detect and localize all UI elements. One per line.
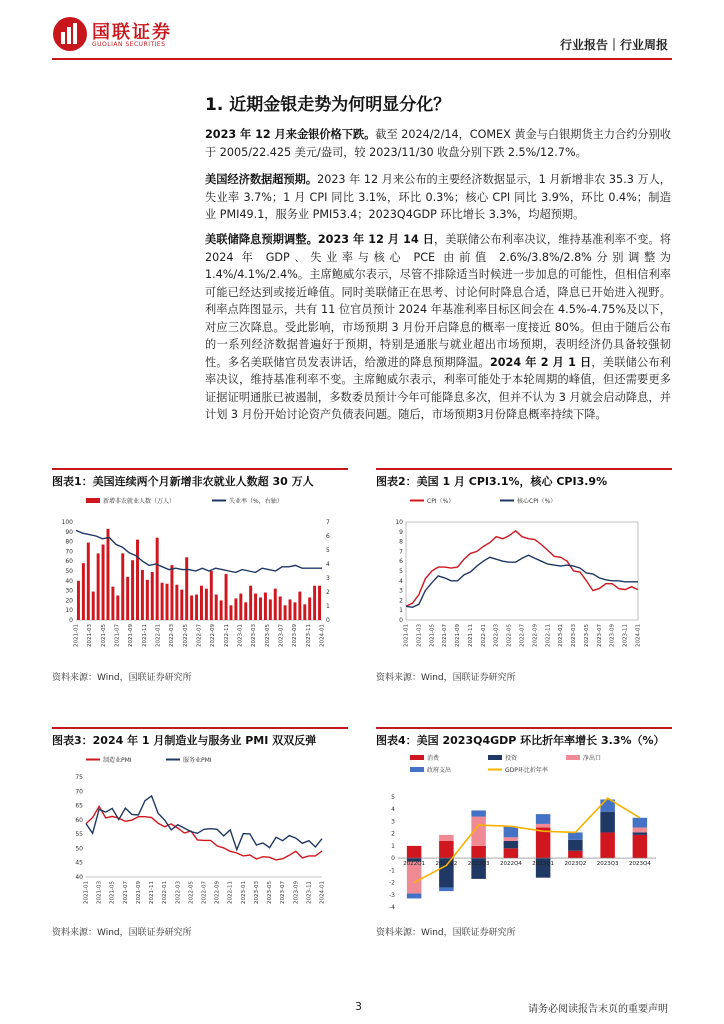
figure-1-title: 图表1：美国连续两个月新增非农就业人数超 30 万人: [52, 468, 348, 490]
left-axis-tick-label: 60: [65, 558, 73, 566]
legend-swatch-3: [410, 767, 424, 772]
x-tick-label: 2021-01: [83, 881, 90, 904]
paragraph-2: [205, 171, 671, 224]
y-axis-tick-label: -3: [389, 891, 395, 899]
gdp-bar-segment: [600, 812, 615, 833]
paragraph-2-body: 2023 年 12 月来公布的主要经济数据显示，1 月新增非农 35.3 万人，失业率 3.7%；1 月 CPI 同比 3.1%，环比 0.3%；核心 CPI 同比 3.9%，环比 0.4%；制造业 PMI49.1，服务业 PMI53.4；2023Q4GDP 环比增长 3.3%，均超预期。: [205, 173, 671, 221]
nonfarm-bar: [185, 557, 188, 620]
nonfarm-bar: [293, 602, 296, 620]
cpi-chart: [376, 492, 672, 668]
gdp-bar-segment: [536, 814, 551, 824]
left-axis-tick-label: 40: [65, 577, 73, 585]
nonfarm-bar: [116, 596, 119, 621]
nonfarm-bar: [200, 586, 203, 620]
gdp-bar-segment: [407, 846, 422, 858]
nonfarm-bar: [269, 599, 272, 620]
nonfarm-bar: [82, 563, 85, 620]
y-axis-tick-label: 0: [399, 617, 403, 624]
nonfarm-bar: [234, 598, 237, 620]
gdp-bar-segment: [536, 824, 551, 828]
x-tick-label: 2023-03: [571, 624, 578, 647]
nonfarm-bar: [107, 529, 110, 620]
legend-label-1: 失业率（%，右轴）: [229, 498, 283, 505]
x-tick-label: 2021-09: [135, 881, 142, 904]
x-tick-label: 2022-03: [175, 881, 182, 904]
paragraph-1: [205, 126, 671, 161]
x-tick-label: 2022-03: [493, 624, 500, 647]
x-tick-label: 2022Q1: [403, 861, 426, 868]
x-tick-label: 2023-09: [292, 624, 299, 647]
gdp-bar-segment: [504, 826, 519, 837]
paragraph-3: [205, 231, 671, 424]
nonfarm-bar: [249, 586, 252, 620]
x-tick-label: 2023-05: [583, 624, 590, 647]
nonfarm-bar: [161, 583, 164, 620]
nonfarm-bar: [205, 589, 208, 620]
x-tick-label: 2021-11: [141, 624, 148, 647]
nonfarm-bar: [175, 585, 178, 620]
paragraph-3-date: 2024 年 2 月 1 日: [489, 355, 592, 369]
x-tick-label: 2023-07: [278, 624, 285, 647]
gdp-bar-segment: [439, 887, 454, 891]
y-axis-tick-label: 5: [399, 568, 403, 575]
y-axis-tick-label: 0: [391, 855, 395, 863]
gdp-bar-segment: [633, 835, 648, 858]
nonfarm-bar: [126, 577, 129, 620]
nonfarm-bar: [318, 586, 321, 620]
x-tick-label: 2023-09: [609, 624, 616, 647]
nonfarm-bar: [210, 571, 213, 620]
x-tick-label: 2023-11: [306, 881, 313, 904]
legend-label-0: 消费: [427, 755, 440, 762]
x-tick-label: 2022Q4: [499, 861, 522, 868]
x-tick-label: 2021-05: [429, 624, 436, 647]
nonfarm-bar: [146, 580, 149, 620]
nonfarm-bar: [313, 586, 316, 620]
nonfarm-bar: [308, 597, 311, 620]
x-tick-label: 2023-03: [253, 881, 260, 904]
x-tick-label: 2021-11: [467, 624, 474, 647]
nonfarm-bar: [190, 596, 193, 621]
nonfarm-bar: [239, 594, 242, 620]
y-axis-tick-label: 10: [395, 519, 403, 526]
nonfarm-bar: [166, 584, 169, 620]
nonfarm-bar: [111, 587, 114, 620]
x-tick-label: 2022-05: [188, 881, 195, 904]
figure-4: [376, 727, 672, 949]
x-tick-label: 2021-05: [109, 881, 116, 904]
disclaimer-note: 请务必阅读报告末页的重要声明: [528, 1004, 668, 1015]
left-axis-tick-label: 0: [69, 617, 73, 624]
left-axis-tick-label: 70: [65, 548, 73, 556]
nonfarm-bar: [259, 597, 262, 620]
x-tick-label: 2021-09: [128, 624, 135, 647]
y-axis-tick-label: 8: [399, 538, 403, 546]
logo-name: 国联证券: [92, 22, 172, 43]
nonfarm-bar: [274, 589, 277, 620]
figure-4-source: 资料来源：Wind，国联证券研究所: [376, 928, 516, 938]
x-tick-label: 2021-03: [416, 624, 423, 647]
x-tick-label: 2024-01: [319, 624, 326, 647]
nonfarm-bar: [97, 553, 100, 620]
y-axis-tick-label: 60: [75, 816, 83, 824]
x-tick-label: 2021-01: [73, 624, 80, 647]
x-tick-label: 2022Q3: [467, 861, 490, 868]
nonfarm-bar: [136, 540, 139, 620]
company-logo: [52, 16, 192, 52]
nonfarm-bar: [298, 592, 301, 620]
y-axis-tick-label: 9: [399, 528, 403, 536]
x-tick-label: 2023Q3: [596, 861, 619, 868]
page-header: [0, 0, 724, 64]
nonfarm-bar: [77, 581, 80, 620]
left-axis-tick-label: 10: [65, 607, 73, 615]
x-tick-label: 2022-09: [214, 881, 221, 904]
x-tick-label: 2022-11: [223, 624, 230, 647]
right-axis-tick-label: 5: [326, 547, 330, 554]
gdp-bar-segment: [633, 832, 648, 834]
y-axis-tick-label: 55: [75, 831, 83, 839]
logo-mark-icon: [52, 16, 88, 52]
gdp-bar-segment: [600, 832, 615, 858]
x-tick-label: 2023-09: [293, 881, 300, 904]
legend-swatch-0: [410, 755, 424, 760]
y-axis-tick-label: 70: [75, 788, 83, 796]
x-tick-label: 2022-09: [210, 624, 217, 647]
y-axis-tick-label: -2: [389, 879, 395, 887]
y-axis-tick-label: 65: [75, 802, 83, 810]
nonfarm-bar: [264, 593, 267, 620]
nonfarm-bar: [141, 570, 144, 620]
nonfarm-bar: [230, 605, 233, 620]
gdp-bar-segment: [439, 835, 454, 841]
y-axis-tick-label: 2: [391, 830, 395, 838]
gdp-bar-segment: [633, 818, 648, 828]
y-axis-tick-label: 3: [391, 818, 395, 826]
x-tick-label: 2022-01: [480, 624, 487, 647]
report-type-tag: 行业报告｜行业周报: [559, 38, 668, 52]
y-axis-tick-label: 4: [399, 577, 403, 585]
left-axis-tick-label: 30: [65, 587, 73, 595]
x-tick-label: 2022-07: [196, 624, 203, 647]
x-tick-label: 2022-05: [506, 624, 513, 647]
figure-1-source: 资料来源：Wind，国联证券研究所: [52, 673, 192, 683]
nonfarm-bar: [131, 560, 134, 620]
figure-3-title: 图表3：2024 年 1 月制造业与服务业 PMI 双双反弹: [52, 727, 348, 749]
paragraph-3-body-1: ，美联储公布利率决议，维持基准利率不变。将 2024 年 GDP、失业率与核心 PCE 由前值 2.6%/3.8%/2.8%分别调整为 1.4%/4.1%/2.4%。主席鲍威尔表示，尽管不排除适当时候进一步加息的可能性，但相信利率可能已经达到或接近峰值。同时美联储正在思考、讨论何时降息合适，降息已开始进入视野。利率点阵图显示，共有 11 位官员预计 2024 年基准利率目标区间会在 4.5%-4.75%及以下，对应三次降息。受此影响，市场预期 3 月份开启降息的概率一度接近 80%。但由于随后公布的一系列经济数据普遍好于预期，特别是通胀与就业超出市场预期，表明经济仍具备较强韧性。多名美联储官员发表讲话，给激进的降息预期降温。: [205, 233, 671, 369]
x-tick-label: 2022-03: [169, 624, 176, 647]
gdp-bar-segment: [504, 848, 519, 858]
x-tick-label: 2021-03: [96, 881, 103, 904]
figure-2-title: 图表2：美国 1 月 CPI3.1%，核心 CPI3.9%: [376, 468, 672, 490]
x-tick-label: 2023-01: [558, 624, 565, 647]
x-tick-label: 2023-11: [622, 624, 629, 647]
legend-swatch-1: [488, 755, 502, 760]
y-axis-tick-label: 5: [391, 794, 395, 801]
gdp-bar-segment: [504, 841, 519, 848]
y-axis-tick-label: 3: [399, 587, 403, 595]
x-tick-label: 2023-05: [264, 624, 271, 647]
x-tick-label: 2022-11: [227, 881, 234, 904]
nonfarm-bar: [92, 592, 95, 620]
y-axis-tick-label: 1: [391, 842, 395, 850]
nonfarm-bar: [170, 565, 173, 620]
legend-label-3: 政府支出: [427, 767, 452, 774]
x-tick-label: 2023Q2: [564, 861, 587, 868]
nonfarm-bar: [244, 602, 247, 620]
x-tick-label: 2022-05: [182, 624, 189, 647]
figure-3-source: 资料来源：Wind，国联证券研究所: [52, 928, 192, 938]
nonfarm-bar: [156, 538, 159, 620]
x-tick-label: 2021-09: [455, 624, 462, 647]
x-tick-label: 2023-07: [596, 624, 603, 647]
right-axis-tick-label: 2: [326, 589, 330, 596]
nonfarm-bar: [102, 545, 105, 620]
left-axis-tick-label: 20: [65, 597, 73, 605]
legend-swatch-2: [566, 755, 580, 760]
unemployment-line: [76, 530, 322, 572]
x-tick-label: 2023Q4: [628, 861, 651, 868]
nonfarm-bar: [284, 605, 287, 620]
legend-label-0: CPI（%）: [427, 498, 455, 505]
legend-label-0: 新增非农就业人数（万人）: [103, 498, 176, 505]
nonfarm-bar: [279, 596, 282, 620]
x-tick-label: 2022-09: [532, 624, 539, 647]
cpi-line: [406, 531, 638, 607]
legend-label-1: 服务业PMI: [183, 757, 212, 764]
figure-2-source: 资料来源：Wind，国联证券研究所: [376, 673, 516, 683]
gdp-bar-segment: [633, 828, 648, 833]
gdp-chart: [376, 751, 672, 927]
gdp-bar-segment: [407, 894, 422, 899]
x-tick-label: 2023-05: [267, 881, 274, 904]
section-title: 1. 近期金银走势为何明显分化？: [205, 95, 451, 115]
pmi-chart: [52, 751, 348, 927]
x-tick-label: 2022Q2: [435, 861, 458, 868]
x-tick-label: 2021-07: [122, 881, 129, 904]
figure-2: [376, 468, 672, 690]
core-cpi-line: [406, 555, 638, 607]
right-axis-tick-label: 4: [326, 561, 330, 568]
y-axis-tick-label: -4: [389, 904, 395, 911]
gdp-bar-segment: [471, 846, 486, 858]
gdp-bar-segment: [568, 851, 583, 858]
legend-label-4: GDP环比折年率: [505, 767, 548, 774]
nonfarm-bar: [121, 553, 124, 620]
paragraph-3-lead: 美联储降息预期调整。2023 年 12 月 14 日: [205, 233, 435, 246]
y-axis-tick-label: 7: [399, 548, 403, 556]
x-tick-label: 2022-01: [162, 881, 169, 904]
nonfarm-bar: [195, 595, 198, 620]
x-tick-label: 2022-01: [155, 624, 162, 647]
nonfarm-chart: [52, 492, 348, 668]
x-tick-label: 2024-01: [319, 881, 326, 904]
x-tick-label: 2023-01: [240, 881, 247, 904]
page-number: 3: [355, 1000, 362, 1013]
left-axis-tick-label: 80: [65, 538, 73, 546]
paragraph-1-lead: 2023 年 12 月来金银价格下跌。: [205, 128, 376, 141]
gdp-bar-segment: [439, 841, 454, 858]
legend-swatch-0: [86, 498, 100, 503]
x-tick-label: 2022-07: [201, 881, 208, 904]
nonfarm-bar: [215, 595, 218, 620]
right-axis-tick-label: 1: [326, 603, 330, 610]
x-tick-label: 2022-11: [545, 624, 552, 647]
x-tick-label: 2023-01: [237, 624, 244, 647]
x-tick-label: 2023-11: [305, 624, 312, 647]
left-axis-tick-label: 100: [61, 519, 73, 526]
y-axis-tick-label: -1: [389, 867, 395, 875]
x-tick-label: 2022-07: [519, 624, 526, 647]
y-axis-tick-label: 40: [75, 874, 83, 881]
right-axis-tick-label: 7: [326, 519, 330, 526]
nonfarm-bar: [180, 590, 183, 620]
left-axis-tick-label: 50: [65, 568, 73, 575]
paragraph-1-body: 截至 2024/2/14，COMEX 黄金与白银期货主力合约分别收于 2005/22.425 美元/盎司，较 2023/11/30 收盘分别下跌 2.5%/12.7%。: [205, 128, 671, 159]
legend-label-2: 净出口: [583, 755, 602, 762]
header-divider: [52, 58, 672, 60]
x-tick-label: 2024-01: [635, 624, 642, 647]
y-axis-tick-label: 2: [399, 597, 403, 605]
gdp-bar-segment: [568, 832, 583, 839]
nonfarm-bar: [225, 574, 228, 620]
y-axis-tick-label: 4: [391, 806, 395, 814]
nonfarm-bar: [254, 594, 257, 620]
paragraph-3-body-2: ，美联储公布利率决议，维持基准利率不变。主席鲍威尔表示，利率可能处于本轮周期的峰值，但还需要更多证据证明通胀已被遏制，多数委员预计今年可能降息多次，但并不认为 3 月就会启动降息，并计划 3 月份开始讨论资产负债表问题。随后，市场预期3月份降息概率持续下降。: [205, 355, 671, 421]
nonfarm-bar: [220, 600, 223, 620]
left-axis-tick-label: 90: [65, 528, 73, 536]
x-tick-label: 2021-07: [442, 624, 449, 647]
right-axis-tick-label: 6: [326, 533, 330, 540]
figure-4-title: 图表4：美国 2023Q4GDP 环比折年率增长 3.3%（%）: [376, 727, 672, 749]
y-axis-tick-label: 45: [75, 859, 83, 867]
legend-label-1: 核心CPI（%）: [517, 498, 557, 505]
x-tick-label: 2021-11: [149, 881, 156, 904]
figure-3: [52, 727, 348, 949]
x-tick-label: 2021-03: [87, 624, 94, 647]
services-pmi-line: [86, 796, 322, 850]
x-tick-label: 2023-03: [251, 624, 258, 647]
y-axis-tick-label: 75: [75, 774, 83, 781]
x-tick-label: 2023-07: [280, 881, 287, 904]
x-tick-label: 2021-01: [403, 624, 410, 647]
right-axis-tick-label: 3: [326, 575, 330, 582]
logo-english: GUOLIAN SECURITIES: [92, 41, 166, 48]
legend-label-1: 投资: [505, 755, 518, 762]
gdp-bar-segment: [471, 810, 486, 816]
y-axis-tick-label: 1: [399, 607, 403, 615]
nonfarm-bar: [151, 572, 154, 620]
right-axis-tick-label: 0: [326, 617, 330, 624]
nonfarm-bar: [303, 604, 306, 620]
x-tick-label: 2021-05: [100, 624, 107, 647]
y-axis-tick-label: 50: [75, 845, 83, 853]
nonfarm-bar: [289, 599, 292, 620]
gdp-bar-segment: [504, 837, 519, 841]
figure-1: [52, 468, 348, 690]
paragraph-2-lead: 美国经济数据超预期。: [205, 173, 318, 186]
y-axis-tick-label: 6: [399, 558, 403, 566]
x-tick-label: 2021-07: [114, 624, 121, 647]
nonfarm-bar: [87, 543, 90, 620]
gdp-bar-segment: [568, 840, 583, 851]
x-tick-label: 2023Q1: [532, 861, 555, 868]
legend-label-0: 制造业PMI: [103, 757, 132, 764]
